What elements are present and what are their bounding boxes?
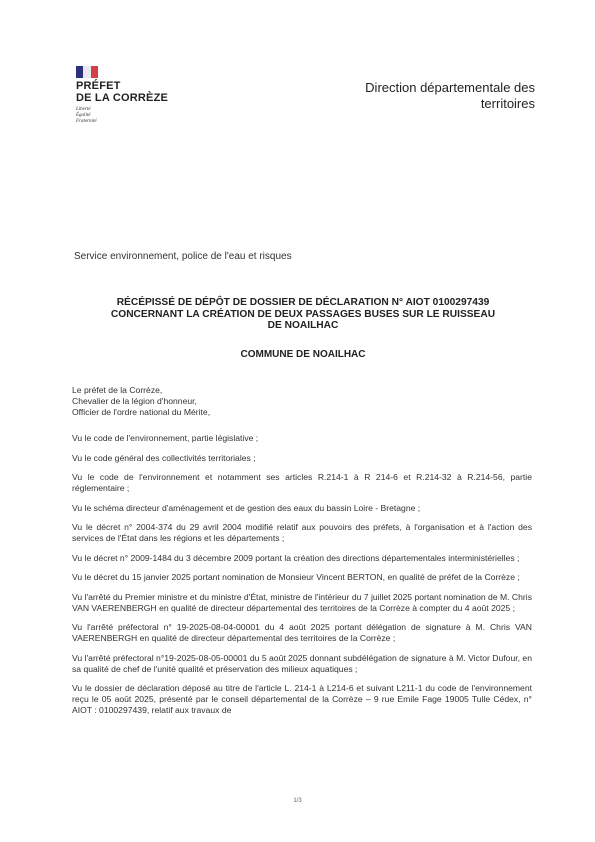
paragraph: Vu le code de l'environnement, partie législative ; <box>72 433 259 443</box>
title-line-2: CONCERNANT LA CRÉATION DE DEUX PASSAGES BUSES SUR LE RUISSEAU <box>110 308 496 320</box>
commune-heading: COMMUNE DE NOAILHAC <box>240 349 366 360</box>
intro-line-3: Officier de l'ordre national du Mérite, <box>72 407 211 417</box>
paragraph: Vu le dossier de déclaration déposé au titre de l'article L. 214-1 à L214-6 et suivant L211-1 du code de l'environnement reçu le 05 août 2025, présenté par le conseil départemental de la Corrèze – 9 rue Emile Fage 19005 Tulle Cédex, n° AIOT : 0100297439, relatif aux travaux de <box>72 683 532 715</box>
paragraph: Vu le décret n° 2004-374 du 29 avril 2004 modifié relatif aux pouvoirs des préfets, à l'organisation et à l'action des services de l'État dans les régions et les départements ; <box>72 522 532 543</box>
intro-line-1: Le préfet de la Corrèze, <box>72 385 163 395</box>
paragraph: Vu le code de l'environnement et notamment ses articles R.214-1 à R 214-6 et R.214-32 à R.214-56, partie réglementaire ; <box>72 472 532 493</box>
republic-motto <box>76 107 196 125</box>
title-line-1: RÉCÉPISSÉ DE DÉPÔT DE DOSSIER DE DÉCLARATION N° AIOT 0100297439 <box>116 297 490 308</box>
service-name: Service environnement, police de l'eau et risques <box>74 251 292 262</box>
paragraph: Vu l'arrêté préfectoral n°19-2025-08-05-00001 du 5 août 2025 donnant subdélégation de signature à M. Victor Dufour, en sa qualité de chef de l'unité qualité et préservation des milieux aquatiques ; <box>72 652 532 674</box>
logo-line-2: DE LA CORRÈZE <box>76 92 169 104</box>
prefecture-logo <box>76 66 196 125</box>
paragraph: Vu le code général des collectivités territoriales ; <box>72 452 256 463</box>
motto-egalite: Égalité <box>76 113 91 118</box>
document-title <box>60 297 546 332</box>
intro-block <box>72 385 532 418</box>
marianne-flag-icon <box>76 66 98 78</box>
paragraph: Vu l'arrêté du Premier ministre et du ministre d'État, ministre de l'intérieur du 7 juillet 2025 portant nomination de M. Chris VAN VAERENBERGH en qualité de directeur départemental des territoires de la Corrèze à compter du 4 août 2025 ; <box>72 591 532 613</box>
paragraph: Vu l'arrêté préfectoral n° 19-2025-08-04-00001 du 4 août 2025 portant délégation de signature à M. Chris VAN VAERENBERGH en qualité de directeur départemental des territoires de la Corrèze ; <box>72 622 532 643</box>
motto-liberte: Liberté <box>76 107 91 112</box>
document-body <box>72 433 532 725</box>
paragraph: Vu le décret n° 2009-1484 du 3 décembre 2009 portant la création des directions départementales interministérielles ; <box>72 552 520 563</box>
paragraph: Vu le décret du 15 janvier 2025 portant nomination de Monsieur Vincent BERTON, en qualité de préfet de la Corrèze ; <box>72 572 520 582</box>
direction-line-2: territoires <box>480 96 535 111</box>
intro-line-2: Chevalier de la légion d'honneur, <box>72 396 197 406</box>
logo-line-1: PRÉFET <box>76 80 121 92</box>
page-number: 1/3 <box>293 798 302 804</box>
paragraph: Vu le schéma directeur d'aménagement et de gestion des eaux du bassin Loire - Bretagne ; <box>72 502 421 513</box>
direction-heading <box>305 80 535 112</box>
direction-line-1: Direction départementale des <box>365 80 535 95</box>
title-line-3: DE NOAILHAC <box>267 320 339 331</box>
motto-fraternite: Fraternité <box>76 119 97 124</box>
